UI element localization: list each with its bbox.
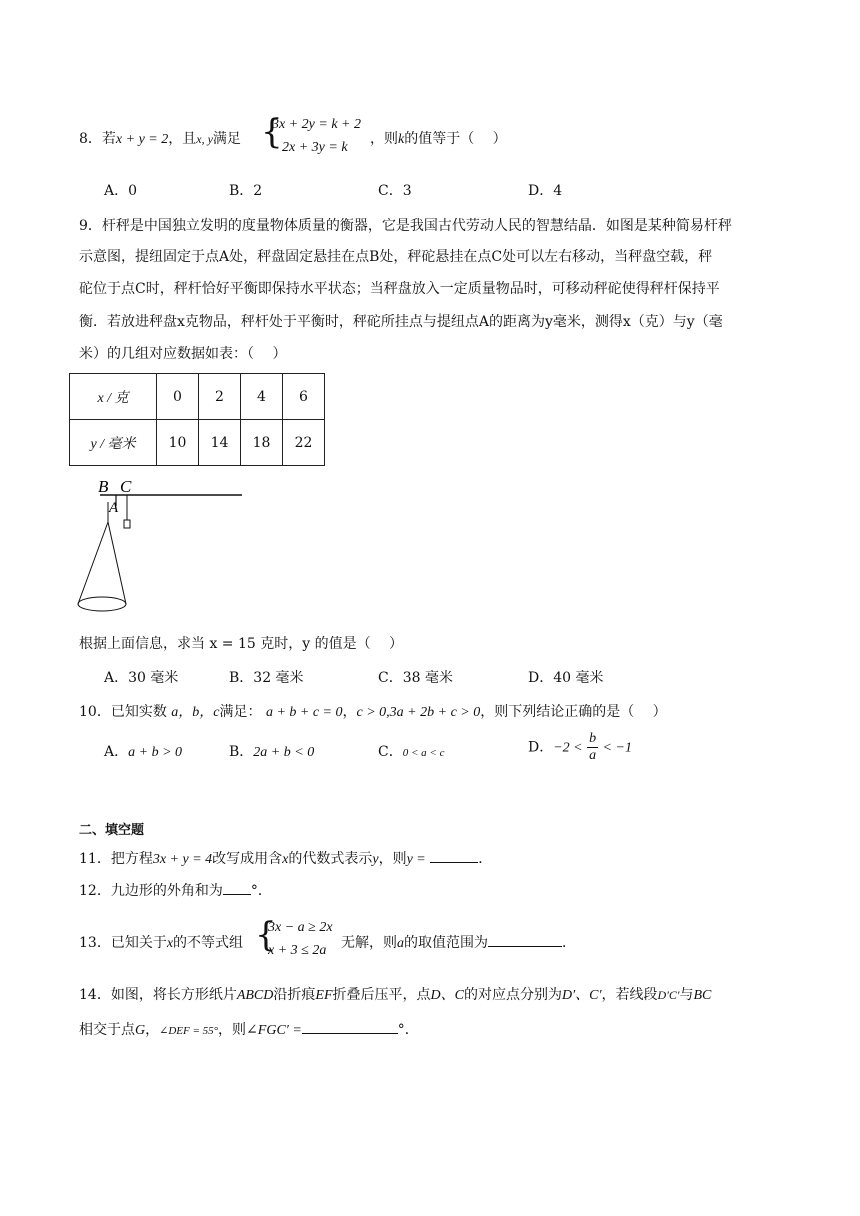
q8-satisfy: 满足 [212,131,241,147]
q13-stem-a [79,932,243,952]
q9-option-a[interactable]: A．30 毫米 [104,670,179,686]
q8-eq2: 2x + 3y = k [282,140,348,155]
q9-line-5: 米）的几组对应数据如表：（ ） [79,346,287,362]
q14-text-h: ， [145,1022,160,1038]
label-c: C [120,477,132,496]
q9-option-b[interactable]: B．32 毫米 [229,670,304,686]
q8-eq1: 3x + 2y = k + 2 [272,117,361,132]
q10-option-d[interactable] [528,731,632,764]
q13-text-b: 的不等式组 [173,935,244,951]
q10-text-a: 10．已知实数 [79,704,167,720]
q8-tail-a: ，则 [370,131,398,147]
table-cell: 0 [157,374,199,420]
q8-stem [79,128,241,148]
q14-dc: D、C [430,988,464,1003]
q10-cond1: a + b + c = 0 [265,705,343,720]
q8-k: k [398,132,405,147]
q10-option-c-expr: 0 < a < c [402,747,445,759]
label-a: A [109,500,119,516]
q14-ef: EF [315,988,333,1003]
q13-ineq2: x + 3 ≤ 2a [268,943,327,958]
q9-option-d[interactable]: D．40 毫米 [528,670,604,686]
q14-abcd: ABCD [236,988,274,1003]
q8-prefix: 8．若 [79,131,116,147]
q8-mid: ，且 [168,131,197,147]
q11-y: y [372,852,379,867]
fraction-numerator: b [589,731,597,746]
q11-answer-blank[interactable] [430,848,478,863]
q14-text-b: 沿折痕 [273,987,316,1003]
table-cell: 14 [199,420,241,466]
q11-text-d: ，则 [378,851,407,867]
q10-option-b[interactable] [229,741,314,761]
q13-text-a: 13．已知关于 [79,935,167,951]
q11-text-c: 的代数式表示 [288,851,373,867]
q10-text-c: ，则下列结论正确的是（ ） [480,704,667,720]
q14-answer-blank[interactable] [302,1019,398,1034]
q14-text-d: 的对应点分别为 [463,987,562,1003]
q10-option-d-fraction [587,731,598,764]
q14-segment: D′C′ [657,988,680,1002]
q10-cond2: c > 0,3a + 2b + c > 0 [356,705,481,720]
q8-tail-b: 的值等于（ ） [404,131,507,147]
q13-text-c: 无解，则 [341,935,397,951]
q14-bc: BC [693,988,712,1003]
q10-option-d-right: < −1 [602,740,632,756]
q14-g: G [135,1023,146,1038]
q10-option-b-expr: 2a + b < 0 [253,745,315,760]
q9-option-c[interactable]: C．38 毫米 [378,670,453,686]
q10-vars: a，b，c [171,705,220,720]
q11-stem [79,848,492,868]
q14-text-e: ，若线段 [601,987,658,1003]
q14-answer-label: ∠FGC′ = [246,1023,302,1038]
q8-option-d[interactable]: D．4 [528,183,563,199]
table-cell: 4 [241,374,283,420]
fraction-denominator: a [589,748,597,763]
q10-option-a-expr: a + b > 0 [128,745,183,760]
section-title: 二、填空题 [79,823,145,838]
q11-end: ． [478,851,493,867]
q11-text-a: 11．把方程 [79,851,153,867]
q10-text-b: 满足： [219,704,262,720]
q8-vars: x, y [196,132,213,146]
table-header-x: x / 克 [70,374,157,420]
table-cell: 18 [241,420,283,466]
table-cell: 6 [283,374,325,420]
q13-stem-b [341,932,576,952]
q10-option-a-label: A． [104,744,129,760]
table-cell: 2 [199,374,241,420]
q8-brace: { [261,112,283,152]
table-header-y: y / 毫米 [70,420,157,466]
q14-text-a: 14．如图，将长方形纸片 [79,987,237,1003]
q10-option-d-label: D． [528,739,554,756]
q10-option-c[interactable] [378,741,444,761]
q11-answer-label: y = [406,852,426,867]
q11-equation: 3x + y = 4 [152,852,213,867]
label-b: B [98,477,109,496]
q10-option-c-label: C． [378,744,403,760]
q13-text-d: 的取值范围为 [404,935,488,951]
q13-brace: { [255,915,277,955]
q9-line-3: 砣位于点C时，秤杆恰好平衡即保持水平状态；当秤盘放入一定质量物品时，可移动秤砣使得秤杆保持平 [79,281,720,297]
q13-end: ． [562,935,576,951]
q9-question: 根据上面信息，求当 x = 15 克时，y 的值是（ ） [79,636,404,652]
q8-tail [370,128,507,148]
q13-x: x [166,936,174,951]
q14-text-f: 与 [679,987,694,1003]
q14-dpcp: D′、C′ [561,988,602,1003]
q11-x: x [282,852,289,867]
q9-line-2: 示意图，提纽固定于点A处，秤盘固定悬挂在点B处，秤砣悬挂在点C处可以左右移动，当秤盘空载，秤 [79,249,713,265]
q12-end: °． [250,883,272,899]
q8-option-a[interactable]: A．0 [104,183,138,199]
q12-text: 12．九边形的外角和为 [79,883,223,899]
q11-text-b: 改写成用含 [212,851,283,867]
steelyard-figure [70,472,250,620]
q14-line-1 [79,984,711,1004]
table-cell: 22 [283,420,325,466]
table-cell: 10 [157,420,199,466]
q14-angle: ∠DEF = 55° [159,1025,219,1037]
q13-a: a [397,936,404,951]
q9-line-1: 9．杆秤是中国独立发明的度量物体质量的衡器，它是我国古代劳动人民的智慧结晶．如图是某种简易杆秤 [79,218,732,234]
q9-data-table [69,373,325,466]
q10-option-d-left: −2 < [553,740,583,756]
q12-answer-blank[interactable] [223,880,251,895]
q14-text-i: ，则 [218,1022,247,1038]
q9-line-4: 衡．若放进秤盘x克物品，秤杆处于平衡时，秤砣所挂点与提纽点A的距离为y毫米，测得x（克）与y（毫 [79,314,723,330]
q10-option-b-label: B． [229,744,254,760]
q8-option-b[interactable]: B．2 [229,183,263,199]
q14-line-2 [79,1019,419,1039]
q8-condition: x + y = 2 [115,132,169,147]
q14-text-c: 折叠后压平，点 [332,987,431,1003]
q10-option-a[interactable] [104,741,182,761]
table-row [70,374,325,420]
q10-stem: 10．已知实数 a，b，c满足： a + b + c = 0，c > 0,3a + 2b + c > 0，则下列结论正确的是（ ） [79,704,667,720]
q8-option-c[interactable]: C．3 [378,183,412,199]
q14-text-g: 相交于点 [79,1022,135,1038]
q12-stem [79,880,272,900]
table-row [70,420,325,466]
q13-answer-blank[interactable] [488,932,562,947]
q13-ineq1: 3x − a ≥ 2x [268,920,333,935]
q14-end: °． [397,1022,419,1038]
